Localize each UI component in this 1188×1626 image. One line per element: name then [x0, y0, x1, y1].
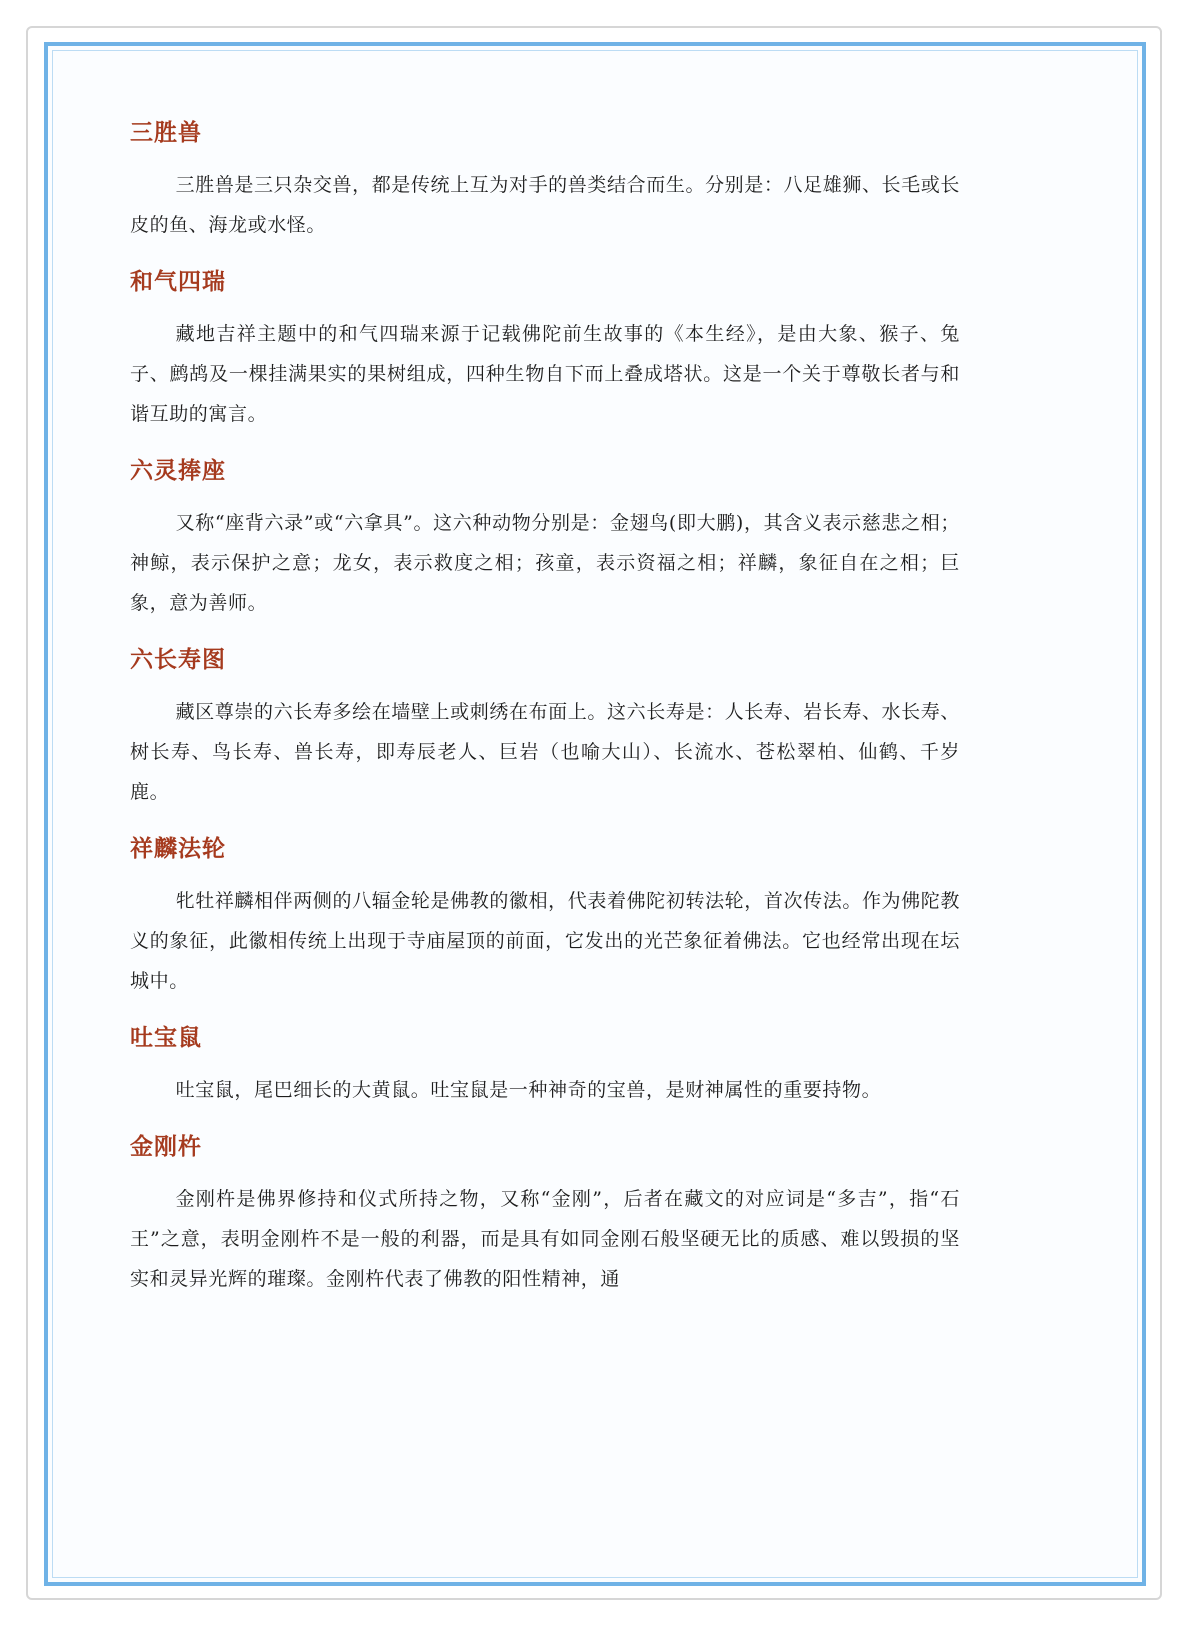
section-paragraph: 牝牡祥麟相伴两侧的八辐金轮是佛教的徽相，代表着佛陀初转法轮，首次传法。作为佛陀教义的象征，此徽相传统上出现于寺庙屋顶的前面，它发出的光芒象征着佛法。它也经常出现在坛城中。 — [130, 890, 960, 992]
section-title: 吐宝鼠 — [130, 1025, 202, 1051]
section-title: 和气四瑞 — [130, 269, 226, 295]
section-title: 三胜兽 — [130, 120, 202, 146]
document-body — [130, 118, 960, 1321]
section-title: 金刚杵 — [130, 1134, 202, 1160]
section-jewel-mongoose — [130, 1023, 960, 1110]
section-six-ornaments-throne — [130, 456, 960, 623]
section-sansheng-beast — [130, 118, 960, 245]
section-title: 六长寿图 — [130, 647, 226, 673]
section-title: 祥麟法轮 — [130, 836, 226, 862]
section-four-harmonious — [130, 267, 960, 434]
section-deer-dharma-wheel — [130, 834, 960, 1001]
section-paragraph: 又称“座背六录”或“六拿具”。这六种动物分别是：金翅鸟(即大鹏)，其含义表示慈悲之相；神鲸，表示保护之意；龙女，表示救度之相；孩童，表示资福之相；祥麟，象征自在之相；巨象，意为善师。 — [130, 512, 960, 614]
section-paragraph: 金刚杵是佛界修持和仪式所持之物，又称“金刚”，后者在藏文的对应词是“多吉”，指“石王”之意，表明金刚杵不是一般的利器，而是具有如同金刚石般坚硬无比的质感、难以毁损的坚实和灵异光辉的璀璨。金刚杵代表了佛教的阳性精神，通 — [130, 1188, 960, 1290]
section-title: 六灵捧座 — [130, 458, 226, 484]
section-six-longevity — [130, 645, 960, 812]
section-vajra — [130, 1132, 960, 1299]
section-paragraph: 吐宝鼠，尾巴细长的大黄鼠。吐宝鼠是一种神奇的宝兽，是财神属性的重要持物。 — [175, 1079, 882, 1101]
section-paragraph: 三胜兽是三只杂交兽，都是传统上互为对手的兽类结合而生。分别是：八足雄狮、长毛或长皮的鱼、海龙或水怪。 — [130, 174, 960, 236]
section-paragraph: 藏地吉祥主题中的和气四瑞来源于记载佛陀前生故事的《本生经》，是由大象、猴子、兔子、鹧鸪及一棵挂满果实的果树组成，四种生物自下而上叠成塔状。这是一个关于尊敬长者与和谐互助的寓言。 — [130, 323, 960, 425]
section-paragraph: 藏区尊崇的六长寿多绘在墙壁上或刺绣在布面上。这六长寿是：人长寿、岩长寿、水长寿、树长寿、鸟长寿、兽长寿，即寿辰老人、巨岩（也喻大山）、长流水、苍松翠柏、仙鹤、千岁鹿。 — [130, 701, 960, 803]
